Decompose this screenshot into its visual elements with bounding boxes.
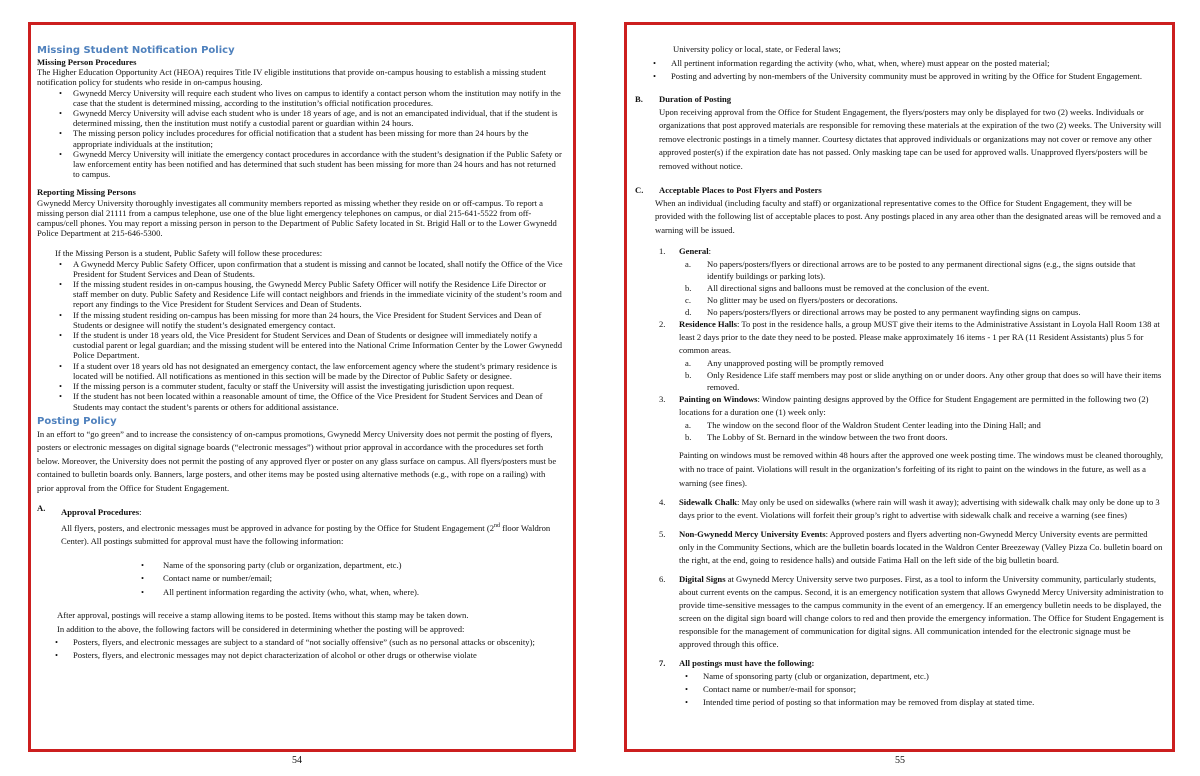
- posting-policy-title: Posting Policy: [37, 415, 117, 427]
- list-item: • If the student is under 18 years old, the Vice President for Student Services and Dean of Students or designee will immediately notify a custodial parent or legal guardian; and the missing student will be entered into the National Crime Information Center by the Lower Gwynedd Police Department.: [59, 330, 562, 361]
- list-item: d. No papers/posters/flyers or directional arrows may be posted to any permanent wayfinding signs on campus.: [685, 307, 1081, 318]
- procedure-bullets: [37, 259, 563, 412]
- section-label: A.: [37, 502, 46, 513]
- places-text: When an individual (including faculty and staff) or organizational representative comes to the Office for Student Engagement, they will be provided with the following list of acceptable places to post. Any postings placed in any area other than the designated areas will be removed and a warning will be issued.: [655, 197, 1161, 235]
- if-student-text: If the Missing Person is a student, Public Safety will follow these procedures:: [55, 248, 323, 259]
- approval-factors: In addition to the above, the following factors will be considered in determining whether the posting will be approved:: [57, 623, 465, 634]
- list-item: c. No glitter may be used on flyers/posters or decorations.: [685, 295, 898, 306]
- continued-items: [635, 57, 1164, 83]
- list-item: • If the missing student resides in on-campus housing, the Gwynedd Mercy Public Safety Officer will notify the Residence Life Director or staff member on duty. Public Safety and Residence Life will contact neighbors and friends in the immediate vicinity of the student’s room and report any findings to the Vice President for Student Services and Dean of Students.: [59, 279, 562, 310]
- list-item: a. The window on the second floor of the Waldron Student Center leading into the Dining Hall; and: [685, 420, 1041, 431]
- list-item: • If the missing student residing on-campus has been missing for more than 24 hours, the Vice President for Student Services and Dean of Students or designee will notify the student’s designated emergency contact.: [59, 309, 542, 330]
- general-title: General: [679, 246, 709, 257]
- list-item: • Posters, flyers, and electronic messages are subject to a standard of “not socially offensive” (such as no personal attacks or obscenity);: [55, 637, 535, 648]
- approval-section: A. Approval Procedures: All flyers, posters, and electronic messages must be approved in advance for posting by the Office for Student Engagement (2nd floor Waldron Center). All postings submitted for approval must have the following information:: [37, 502, 563, 549]
- list-item: • Posting and adverting by non-members of the University community must be approved in writing by the Office for Student Engagement.: [653, 70, 1142, 81]
- all-postings-items: [635, 670, 1164, 709]
- list-item: • Intended time period of posting so that information may be removed from display at stated time.: [685, 697, 1035, 708]
- list-item: • A Gwynedd Mercy Public Safety Officer, upon confirmation that a student is missing and cannot be located, shall notify the Office of the Vice President for Student Services and Dean of Students.: [59, 258, 563, 279]
- missing-policy-title: Missing Student Notification Policy: [37, 45, 235, 56]
- list-item: • Gwynedd Mercy University will advise each student who is under 18 years of age, and is not an emancipated individual, that if the student is determined missing, then the institution must notify a custodial parent or guardian within 24 hours.: [59, 108, 558, 129]
- list-item: • Name of sponsoring party (club or organization, department, etc.): [685, 671, 929, 682]
- approval-items: [37, 559, 563, 599]
- digital-signs-item: 6. Digital Signs at Gwynedd Mercy University serve two purposes. First, as a tool to inform the University community, particularly students, about current events on the campus. Second, it is an emergency notification system that allows Gwynedd Mercy University administration to provide time-sensitive messages to the campus community in the event of an emergency. If an emergency bulletin needs to be displayed, the screen on the digital sign board will change colors to red and then provide the emergency information. The Office for Student Engagement is responsible for the management of communication for digital signs. All communication intended for the electronic signage must be approved through this office.: [659, 574, 1164, 650]
- windows-item: 3. Painting on Windows: Window painting designs approved by the Office for Student Engagement are permitted in the following two (2) locations for a duration one (1) week only:: [659, 394, 1149, 418]
- list-item: b. All directional signs and balloons must be removed at the conclusion of the event.: [685, 283, 990, 294]
- list-item: b. Only Residence Life staff members may post or slide anything on or under doors. Any other group that does so will have their items removed.: [685, 370, 1162, 393]
- page-number: 55: [895, 755, 905, 766]
- factor-items: [37, 636, 563, 662]
- page-55: [624, 22, 1175, 752]
- approval-text: All flyers, posters, and electronic messages must be approved in advance for posting by the Office for Student Engagement (2nd floor Waldron Center). All postings submitted for approval must have the following information:: [61, 522, 551, 547]
- windows-after: Painting on windows must be removed within 48 hours after the approved one week posting time. The windows must be cleaned thoroughly, with no trace of paint. Violations will result in the organization’s forfeiting of its right to paint on the windows in the future, as well as a warning (see fines).: [679, 450, 1164, 488]
- duration-title: Duration of Posting: [659, 93, 732, 104]
- digital-signs-title: Digital Signs: [679, 574, 726, 585]
- general-item: 1. General:: [659, 246, 711, 257]
- duration-section: [635, 93, 1164, 174]
- section-label: B.: [635, 93, 643, 104]
- page-54: [28, 22, 576, 752]
- duration-text: Upon receiving approval from the Office for Student Engagement, the flyers/posters may only be displayed for two (2) weeks. Individuals or organizations that post approved materials are responsible for removing these materials at the expiration of the two (2) weeks. The University will remove electronic postings in a timely manner. Courtesy dictates that approved individuals or organizations may not cover or remove any other approved poster(s) if the expiration date has not passed. Only masking tape can be used for approved walls. Unapproved flyers/posters will be removed without notice.: [659, 106, 1162, 171]
- approval-title: Approval Procedures: [61, 506, 140, 517]
- section-label: C.: [635, 184, 644, 195]
- list-item: a. No papers/posters/flyers or directional arrows are to be posted to any permanent directional signs (e.g., the signs outside that identify buildings or parking lots).: [685, 259, 1136, 282]
- missing-procedures-heading: Missing Person Procedures: [37, 57, 137, 67]
- reporting-text: Gwynedd Mercy University thoroughly investigates all community members reported as missing whether they reside on or off-campus. To report a missing person dial 21111 from a campus telephone, use one of the blue light emergency telephones on campus, or dial 215-641-5522 from off-campus/cell phones. You may report a missing person in person to the Department of Public Safety located in St. Brigid Hall or to the Lower Gwynedd Police Department at 215-646-5300.: [37, 197, 557, 239]
- continued-text: University policy or local, state, or Federal laws;: [673, 44, 841, 54]
- page-number: 54: [292, 755, 302, 766]
- missing-intro: The Higher Education Opportunity Act (HEOA) requires Title IV eligible institutions that provide on-campus housing to establish a missing student notification policy for students who reside in on-campus housing.: [37, 67, 546, 88]
- non-gmu-item: 5. Non-Gwynedd Mercy University Events: Approved posters and flyers adverting non-Gwynedd Mercy University events are permitted only in the Community Sections, which are the bulletin boards located in the Waldron Center Breezeway (Valley Pizza Co. bulletin board on the right, at the end, going to residence halls) and outside Fatima Hall on the left side of the big bulletin board.: [659, 529, 1163, 566]
- residence-item: 2. Residence Halls: To post in the residence halls, a group MUST give their items to the Administrative Assistant in Loyola Hall Room 138 at least 2 days prior to the date they need to be posted. Please make approximately 16 items - 1 per RA (11 Resident Assistants) plus 5 for common areas.: [659, 319, 1160, 356]
- posting-intro: In an effort to “go green” and to increase the consistency of on-campus promotions, Gwynedd Mercy University does not permit the posting of flyers, posters or electronic messages on digital signage boards (“electronic messages”) without prior approval in accordance with the procedures set forth below. Moreover, the University does not permit the posting of any approved flyer or poster on any glass surface on campus. All flyers/posters must be contained to bulletin boards only. Banners, large posters, and other items may be posted using alternative methods (e.g., with rope on a railing) with prior approval from the Office for Student Engagement.: [37, 428, 557, 494]
- list-item: • Gwynedd Mercy University will initiate the emergency contact procedures in accordance with the student’s designation if the Public Safety or law enforcement entity has been notified and has determined that such student has been missing for more than 24 hours and has not returned to campus.: [59, 148, 562, 180]
- list-item: • Contact name or number/email;: [141, 573, 273, 584]
- list-item: • All pertinent information regarding the activity (who, what, when, where).: [141, 586, 420, 597]
- list-item: • The missing person policy includes procedures for official notification that a student has been missing for more than 24 hours by the appropriate individuals at the institution;: [59, 128, 529, 149]
- list-item: • If the missing person is a commuter student, faculty or staff the University will assist the investigating jurisdiction upon request.: [59, 381, 515, 392]
- list-item: • All pertinent information regarding the activity (who, what, when, where) must appear on the posted material;: [653, 57, 1050, 68]
- list-item: • Gwynedd Mercy University will require each student who lives on campus to identify a contact person whom the institution may notify in the case that the student is determined missing, according to the institution’s official notification procedures.: [59, 87, 561, 108]
- reporting-heading: Reporting Missing Persons: [37, 187, 136, 198]
- list-item: a. Any unapproved posting will be promptly removed: [685, 358, 884, 369]
- places-section: [635, 184, 1164, 238]
- residence-title: Residence Halls: [679, 319, 738, 330]
- list-item: • Contact name or number/e-mail for sponsor;: [685, 684, 856, 695]
- all-postings-item: 7. All postings must have the following:: [659, 658, 815, 669]
- approval-after: After approval, postings will receive a stamp allowing items to be posted. Items without this stamp may be taken down.: [57, 609, 469, 620]
- non-gmu-title: Non-Gwynedd Mercy University Events: [679, 529, 826, 540]
- list-item: • If a student over 18 years old has not designated an emergency contact, the law enforcement agency where the student’s primary residence is located will be notified. All notifications as mentioned in this section will be made by the Director of Public Safety or designee.: [59, 360, 558, 381]
- missing-bullets: [37, 88, 563, 180]
- windows-title: Painting on Windows: [679, 394, 758, 405]
- list-item: b. The Lobby of St. Bernard in the window between the two front doors.: [685, 432, 948, 443]
- all-postings-title: All postings must have the following:: [679, 658, 815, 669]
- list-item: • Posters, flyers, and electronic messages may not depict characterization of alcohol or other drugs or otherwise violate: [55, 650, 477, 661]
- places-title: Acceptable Places to Post Flyers and Posters: [659, 184, 822, 195]
- chalk-item: 4. Sidewalk Chalk: May only be used on sidewalks (where rain will wash it away); advertising with sidewalk chalk may only be done up to 3 days prior to the event. Violations will forfeit their group’s right to advertise with sidewalk chalk and receive a warning (see fines): [659, 497, 1160, 521]
- list-item: • If the student has not been located within a reasonable amount of time, the Office of the Vice President for Student Services and Dean of Students may contact the student’s parents or others for additional assistance.: [59, 391, 543, 412]
- list-item: • Name of the sponsoring party (club or organization, department, etc.): [141, 559, 402, 570]
- chalk-title: Sidewalk Chalk: [679, 497, 738, 508]
